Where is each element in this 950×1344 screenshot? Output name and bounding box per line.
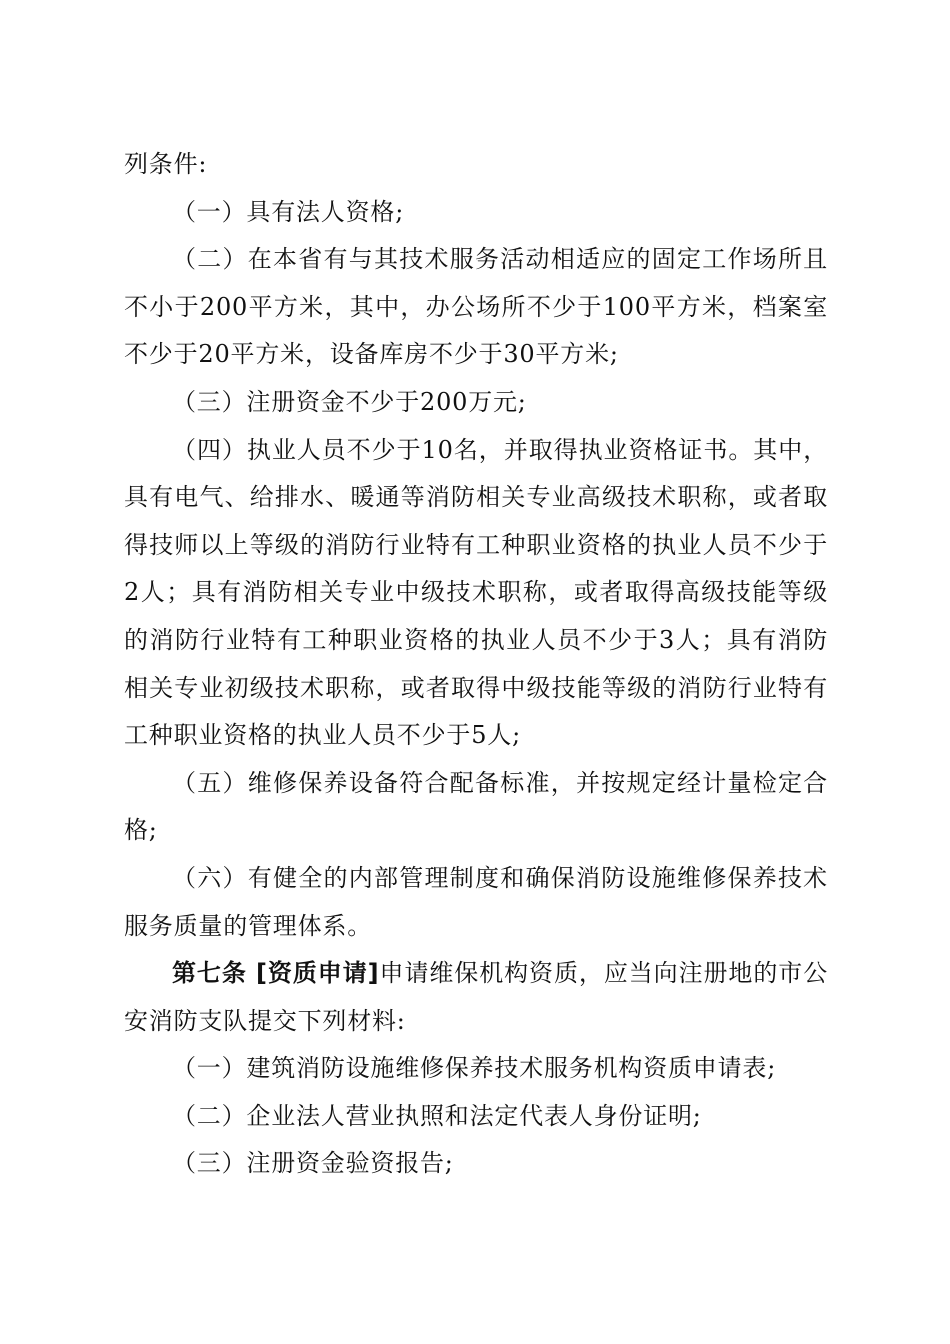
paragraph-condition-3: （三）注册资金不少于200万元; [172,387,527,416]
paragraph-material-1: （一）建筑消防设施维修保养技术服务机构资质申请表; [172,1054,777,1083]
article-7-text: 申请维保机构资质，应当向注册地的市公安消防支队提交下列材料: [124,959,829,1035]
paragraph-condition-6: （六）有健全的内部管理制度和确保消防设施维修保养技术服务质量的管理体系。 [124,863,828,940]
article-7-heading: 第七条 [资质申请] [172,959,380,988]
paragraph-condition-1: （一）具有法人资格; [172,197,405,226]
paragraph-condition-5: （五）维修保养设备符合配备标准，并按规定经计量检定合格; [124,768,828,845]
paragraph-material-3: （三）注册资金验资报告; [172,1149,454,1178]
paragraph-condition-4: （四）执业人员不少于10名，并取得执业资格证书。其中，具有电气、给排水、暖通等消防相关专业高级技术职称，或者取得技师以上等级的消防行业特有工种职业资格的执业人员不少于2人；具有消防相关专业中级技术职称，或者取得高级技能等级的消防行业特有工种职业资格的执业人员不少于3人；具有消防相关专业初级技术职称，或者取得中级技能等级的消防行业特有工种职业资格的执业人员不少于5人; [124,435,828,750]
document-body [124,141,828,1188]
paragraph-material-2: （二）企业法人营业执照和法定代表人身份证明; [172,1101,702,1130]
paragraph-condition-2: （二）在本省有与其技术服务活动相适应的固定工作场所且不小于200平方米，其中，办公场所不少于100平方米，档案室不少于20平方米，设备库房不少于30平方米; [124,245,828,369]
paragraph-article-7 [124,950,828,1045]
paragraph-conditions-intro: 列条件: [124,150,208,178]
